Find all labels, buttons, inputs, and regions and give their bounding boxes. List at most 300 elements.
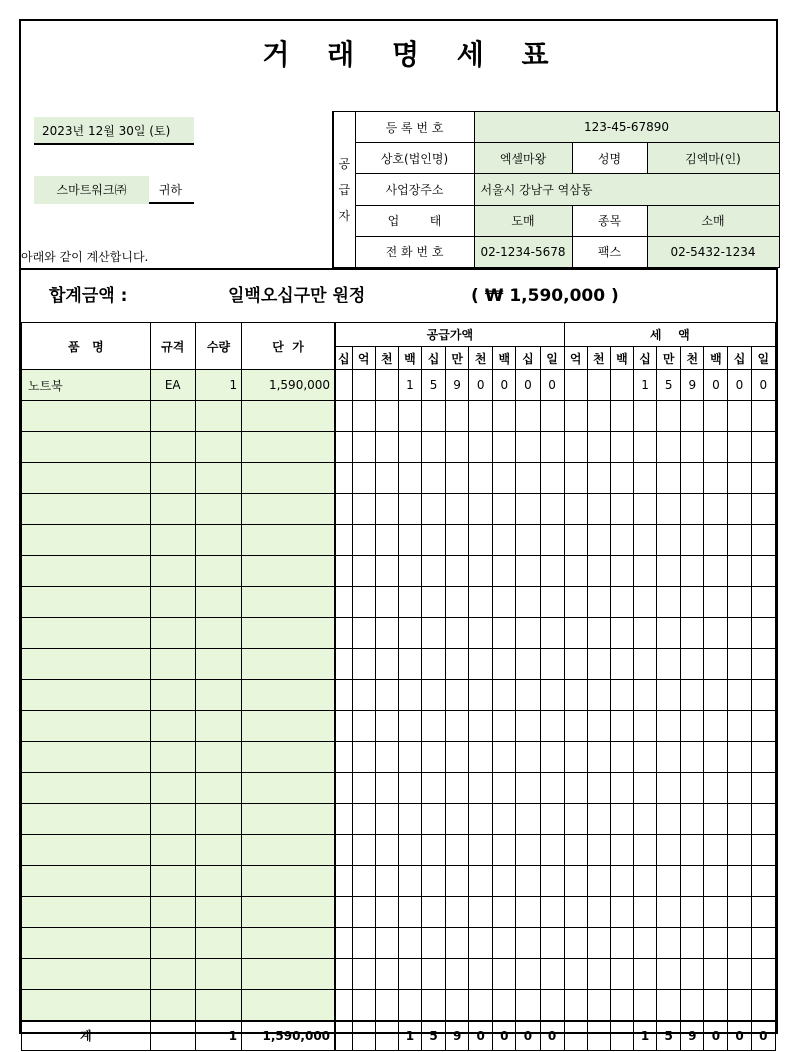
tax-digit [657,742,681,773]
supplier-table [332,111,780,268]
tax-digit [587,649,610,680]
header-item: 품 명 [22,323,151,370]
total-label: 합계금액 : [49,286,128,306]
supply-digit: 0 [469,370,493,401]
row-qty [195,556,241,587]
supply-digit: 5 [421,1021,445,1051]
tax-digit [728,680,751,711]
tax-digit: 9 [681,370,704,401]
supply-digit [446,587,469,618]
row-spec [150,742,195,773]
tax-digit [728,804,751,835]
supply-digit: 1 [398,1021,421,1051]
supply-digit: 1 [398,370,421,401]
tax-digit [610,897,633,928]
tax-digit [610,742,633,773]
supply-digit [375,773,398,804]
footer-label: 계 [22,1021,151,1051]
supply-digit [540,773,564,804]
supply-digit [352,1021,375,1051]
tax-digit [564,804,587,835]
tax-digit [634,990,657,1021]
supply-digit [516,494,540,525]
supply-digit-label: 백 [493,347,516,370]
tax-digit [704,463,728,494]
tax-digit [610,835,633,866]
supply-digit [398,680,421,711]
tax-digit [657,432,681,463]
fax-label: 팩스 [572,236,647,267]
tax-digit [634,525,657,556]
row-item [22,711,151,742]
tax-digit [634,866,657,897]
tax-digit [751,401,775,432]
tax-digit [681,649,704,680]
tax-digit [728,928,751,959]
supply-digit [398,773,421,804]
tax-digit [610,711,633,742]
row-item [22,928,151,959]
supply-digit [352,897,375,928]
supply-digit [493,742,516,773]
row-unit-price [242,432,335,463]
supply-digit [516,959,540,990]
row-item [22,587,151,618]
supply-digit: 0 [493,1021,516,1051]
supply-digit [421,401,445,432]
date-field: 2023년 12월 30일 (토) [34,117,194,145]
tax-digit [634,804,657,835]
tax-digit [587,711,610,742]
tax-digit [728,773,751,804]
tax-digit [751,525,775,556]
tax-digit [751,897,775,928]
tax-digit [728,556,751,587]
tax-digit [704,835,728,866]
tax-digit [681,742,704,773]
tax-digit [657,556,681,587]
supply-digit [375,649,398,680]
row-item [22,556,151,587]
supply-digit [335,618,352,649]
fax-value: 02-5432-1234 [647,236,779,267]
tax-digit [681,556,704,587]
tax-digit [751,928,775,959]
row-unit-price [242,742,335,773]
tax-digit [657,804,681,835]
supply-digit [469,866,493,897]
tax-digit [704,618,728,649]
tax-digit [657,866,681,897]
row-spec [150,525,195,556]
supply-digit [335,711,352,742]
row-item [22,432,151,463]
supply-digit [421,711,445,742]
supply-digit [493,804,516,835]
supply-digit [493,587,516,618]
supply-digit [446,928,469,959]
supply-digit [398,587,421,618]
phone-label: 전 화 번 호 [355,236,474,267]
supply-digit [540,959,564,990]
tax-digit [751,773,775,804]
supply-digit [375,556,398,587]
tax-digit [681,897,704,928]
supply-digit [516,649,540,680]
tax-digit [587,866,610,897]
tax-digit [704,649,728,680]
tax-digit [704,556,728,587]
tax-digit [704,990,728,1021]
supply-digit [446,401,469,432]
supply-digit [421,463,445,494]
tax-digit [728,618,751,649]
tax-digit: 1 [634,1021,657,1051]
supply-digit [493,773,516,804]
tax-digit [634,711,657,742]
supply-digit [375,742,398,773]
supply-digit [398,897,421,928]
supply-digit [421,525,445,556]
tax-digit: 0 [728,1021,751,1051]
tax-digit [610,866,633,897]
supply-digit [352,432,375,463]
supply-digit [540,866,564,897]
tax-digit: 0 [751,1021,775,1051]
tax-digit [728,866,751,897]
supply-digit [540,587,564,618]
tax-digit [610,990,633,1021]
tax-digit [587,773,610,804]
row-item [22,463,151,494]
tax-digit [751,587,775,618]
supply-digit [493,432,516,463]
supply-digit [421,835,445,866]
tax-digit [704,742,728,773]
supply-digit [493,494,516,525]
row-unit-price [242,556,335,587]
tax-digit [704,525,728,556]
header-unit-price: 단 가 [242,323,335,370]
supply-digit [335,804,352,835]
supply-digit [375,587,398,618]
tax-digit [657,835,681,866]
supply-digit [446,649,469,680]
row-spec [150,866,195,897]
supply-digit [398,959,421,990]
tax-digit [751,866,775,897]
tax-digit [610,463,633,494]
tax-digit [681,928,704,959]
supply-digit [335,742,352,773]
supply-digit [493,990,516,1021]
tax-digit [704,773,728,804]
supply-digit: 5 [421,370,445,401]
row-item [22,401,151,432]
tax-digit-label: 백 [704,347,728,370]
tax-digit [564,401,587,432]
supply-digit [516,587,540,618]
tax-digit [634,773,657,804]
supply-digit [469,804,493,835]
tax-digit [657,649,681,680]
supply-digit [375,525,398,556]
supply-digit [335,680,352,711]
note-text: 아래와 같이 계산합니다. [21,250,149,264]
row-unit-price [242,494,335,525]
tax-digit [728,742,751,773]
row-qty [195,804,241,835]
row-unit-price [242,587,335,618]
tax-digit [634,897,657,928]
supply-digit [469,494,493,525]
row-qty [195,897,241,928]
items-table [21,322,776,1051]
supply-digit [446,742,469,773]
supply-digit [398,401,421,432]
supply-digit [493,835,516,866]
tax-digit [587,990,610,1021]
row-unit-price: 1,590,000 [242,1021,335,1051]
supply-digit [335,990,352,1021]
row-item [22,742,151,773]
tax-digit [564,618,587,649]
tax-digit [634,742,657,773]
tax-digit [587,401,610,432]
tax-digit [728,835,751,866]
tax-digit [587,370,610,401]
tax-digit [564,680,587,711]
biz-type-label: 업 태 [355,205,474,236]
tax-digit: 5 [657,1021,681,1051]
supply-digit [446,959,469,990]
tax-digit [681,990,704,1021]
tax-digit [704,494,728,525]
tax-digit-label: 십 [728,347,751,370]
supply-digit [398,463,421,494]
tax-digit [681,959,704,990]
supply-digit [421,959,445,990]
tax-digit [634,401,657,432]
supply-digit: 9 [446,370,469,401]
tax-digit [751,463,775,494]
tax-digit [610,773,633,804]
row-unit-price [242,680,335,711]
supply-digit: 0 [493,370,516,401]
supply-digit [335,897,352,928]
row-unit-price [242,773,335,804]
tax-digit [681,835,704,866]
tax-digit [564,649,587,680]
row-qty [195,773,241,804]
supply-digit [469,432,493,463]
tax-digit [657,494,681,525]
supply-digit [335,773,352,804]
row-spec [150,649,195,680]
tax-digit [728,990,751,1021]
tax-digit [564,432,587,463]
tax-digit-label: 백 [610,347,633,370]
supply-digit [540,556,564,587]
reg-value: 123-45-67890 [474,112,779,143]
supply-digit [516,742,540,773]
supply-digit [446,897,469,928]
supply-digit: 0 [516,1021,540,1051]
biz-type-value: 도매 [474,205,572,236]
tax-digit [704,432,728,463]
supply-digit [469,463,493,494]
row-qty [195,742,241,773]
tax-digit [587,742,610,773]
row-spec [150,804,195,835]
supply-digit [446,463,469,494]
tax-digit [704,587,728,618]
ceo-label: 성명 [572,143,647,174]
supply-digit [516,928,540,959]
supply-digit [352,711,375,742]
supply-digit [421,773,445,804]
supply-digit-label: 십 [421,347,445,370]
supply-digit [446,990,469,1021]
supply-digit [446,680,469,711]
supply-digit [398,711,421,742]
supply-digit-label: 일 [540,347,564,370]
supply-digit [469,680,493,711]
tax-digit [634,556,657,587]
supply-digit [421,804,445,835]
supply-digit [469,556,493,587]
supply-digit [398,990,421,1021]
supply-digit [446,556,469,587]
supply-digit [375,401,398,432]
tax-digit [634,432,657,463]
supply-digit [516,711,540,742]
supply-digit [375,432,398,463]
supply-digit [335,370,352,401]
supply-digit: 0 [540,370,564,401]
tax-digit [681,463,704,494]
row-spec [150,1021,195,1051]
tax-digit [751,680,775,711]
tax-digit [657,525,681,556]
row-qty [195,618,241,649]
supply-digit [421,866,445,897]
supply-digit [493,897,516,928]
tax-digit [634,959,657,990]
tax-digit [610,370,633,401]
tax-digit [657,897,681,928]
row-unit-price [242,990,335,1021]
tax-digit [634,649,657,680]
supply-digit [516,556,540,587]
row-item [22,897,151,928]
supply-digit [352,742,375,773]
tax-digit [564,463,587,494]
tax-digit [681,866,704,897]
supply-digit [398,494,421,525]
tax-digit [704,897,728,928]
tax-digit [751,804,775,835]
tax-digit [681,587,704,618]
supply-digit [398,928,421,959]
supply-digit [352,928,375,959]
supply-digit [375,835,398,866]
supply-digit [493,556,516,587]
supply-digit [375,370,398,401]
tax-digit [728,649,751,680]
tax-digit [587,525,610,556]
supply-digit [335,556,352,587]
row-qty [195,649,241,680]
supply-digit [352,401,375,432]
tax-digit [657,959,681,990]
supply-digit [540,742,564,773]
supply-digit [469,990,493,1021]
supply-digit [516,835,540,866]
row-item [22,835,151,866]
row-unit-price [242,649,335,680]
supply-digit [493,866,516,897]
row-unit-price [242,463,335,494]
tax-digit-label: 천 [681,347,704,370]
tax-digit [704,928,728,959]
supply-digit [335,928,352,959]
supply-digit [352,773,375,804]
tax-digit [634,587,657,618]
tax-digit [751,742,775,773]
supply-digit [421,928,445,959]
supply-digit-label: 십 [516,347,540,370]
total-korean: 일백오십구만 원정 [228,286,366,306]
tax-digit [681,525,704,556]
row-qty [195,432,241,463]
supply-digit: 0 [516,370,540,401]
header-tax: 세 액 [564,323,775,347]
tax-digit: 0 [704,1021,728,1051]
tax-digit [681,773,704,804]
tax-digit [728,897,751,928]
tax-digit [728,401,751,432]
supply-digit [352,804,375,835]
tax-digit [610,494,633,525]
tax-digit [728,525,751,556]
supply-digit [375,804,398,835]
total-numeric: ( ₩ 1,590,000 ) [471,286,619,306]
row-unit-price [242,525,335,556]
supply-digit [421,556,445,587]
tax-digit-label: 억 [564,347,587,370]
tax-digit: 0 [704,370,728,401]
row-qty: 1 [195,370,241,401]
supply-digit [335,432,352,463]
tax-digit [751,556,775,587]
supply-digit [335,463,352,494]
tax-digit [728,959,751,990]
tax-digit [564,587,587,618]
tax-digit [657,990,681,1021]
supply-digit [469,897,493,928]
supply-digit [375,928,398,959]
row-item [22,680,151,711]
supply-digit [335,587,352,618]
tax-digit [634,680,657,711]
tax-digit [681,618,704,649]
tax-digit [564,556,587,587]
tax-digit [634,463,657,494]
row-spec [150,990,195,1021]
tax-digit [564,835,587,866]
supply-digit [375,494,398,525]
